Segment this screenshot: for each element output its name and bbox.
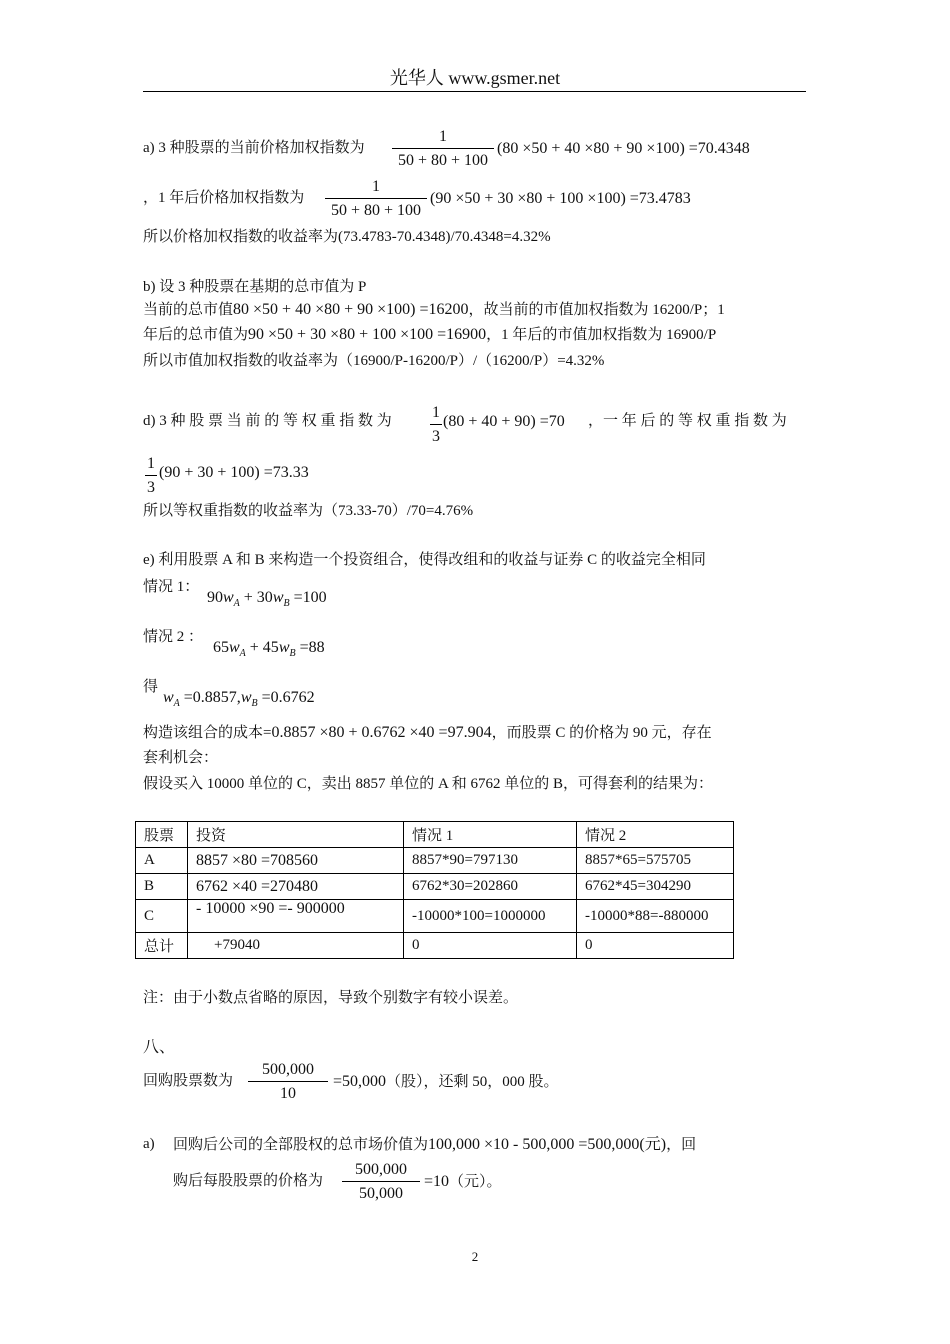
section-b-line2-expression: 80 ×50 + 40 ×80 + 90 ×100) =16200: [233, 301, 469, 318]
section-8-a-expression: 100,000 ×10 - 500,000 =500,000(元): [428, 1136, 667, 1153]
section-8-title: 八、: [143, 1039, 176, 1056]
table-cell: - 10000 ×90 =- 900000: [188, 900, 404, 933]
section-b-conclusion: 所以市值加权指数的收益率为（16900/P-16200/P）/（16200/P）=4.32%: [143, 353, 605, 369]
eq-term: 90: [207, 589, 223, 606]
arbitrage-note: 套利机会：: [143, 750, 219, 766]
table-cell: 6762*30=202860: [404, 874, 577, 900]
table-cell: C: [136, 900, 188, 933]
case-2-equation: $65w_A + 45w_B =88$: [213, 639, 325, 659]
section-b-line3-prefix: 年后的总市值为: [143, 327, 249, 343]
fraction-denominator: 50 + 80 + 100: [330, 202, 422, 219]
eq-term: =100: [289, 589, 327, 606]
section-b-line3-suffix: ，1 年后的市值加权指数为 16900/P: [486, 327, 717, 343]
table-cell: -10000*88=-880000: [577, 900, 734, 933]
case-1-label: 情况 1：: [143, 579, 200, 595]
section-d-fraction-2: [145, 454, 157, 498]
section-b-line2-prefix: 当前的总市值: [143, 302, 234, 318]
section-a-prefix: a) 3 种股票的当前价格加权指数为: [143, 140, 365, 156]
section-8-a-line2-prefix: 购后每股股票的价格为: [173, 1173, 324, 1189]
section-8-line1-suffix: （股），还剩 50，000 股。: [386, 1074, 559, 1090]
section-8-a-suffix: ，回: [666, 1137, 697, 1153]
eq-term: 65: [213, 639, 229, 656]
result-equation: $w_A =0.8857,w_B =0.6762$: [163, 689, 315, 709]
page-header: 光华人 www.gsmer.net: [389, 68, 561, 88]
table-cell: 0: [404, 933, 577, 959]
section-b-line3-expression: 90 ×50 + 30 ×80 + 100 ×100 =16900: [248, 326, 487, 343]
section-d-suffix: ，一 年 后 的 等 权 重 指 数 为: [588, 413, 787, 429]
table-row: [136, 900, 734, 933]
table-cell: 0: [577, 933, 734, 959]
table-header-cell: 股票: [136, 822, 188, 848]
table-cell: B: [136, 874, 188, 900]
section-8-fraction: [248, 1060, 328, 1104]
page-number: 2: [471, 1249, 479, 1264]
section-8-line1: [333, 1072, 559, 1091]
section-d-conclusion: 所以等权重指数的收益率为（73.33-70）/70=4.76%: [143, 503, 474, 519]
cost-expression: 0.8857 ×80 + 0.6762 ×40 =97.904: [271, 724, 492, 741]
eq-term: + 45: [245, 639, 279, 656]
fraction-numerator: 1: [147, 455, 155, 472]
section-8-a-label: a): [143, 1136, 155, 1152]
section-e-intro: e) 利用股票 A 和 B 来构造一个投资组合，使得改组和的收益与证券 C 的收益完全相同: [143, 552, 706, 568]
fraction-denominator: 3: [432, 428, 440, 445]
section-d-prefix: d) 3 种 股 票 当 前 的 等 权 重 指 数 为: [143, 413, 392, 429]
section-b-line2-suffix: ，故当前的市值加权指数为 16200/P；1: [468, 302, 725, 318]
table-header-row: [136, 822, 734, 848]
table-cell: 总计: [136, 933, 188, 959]
header-rule: [143, 91, 806, 92]
section-b-intro: b) 设 3 种股票在基期的总市值为 P: [143, 279, 367, 295]
section-8-a-line2-suffix: （元）。: [449, 1174, 502, 1190]
fraction-numerator: 500,000: [355, 1161, 407, 1178]
eq-term: + 30: [239, 589, 273, 606]
table-header-cell: 情况 1: [404, 822, 577, 848]
eq-term: =0.8857,: [179, 689, 241, 706]
fraction-denominator: 3: [147, 479, 155, 496]
table-cell: -10000*100=1000000: [404, 900, 577, 933]
section-d-expression-2: (90 + 30 + 100) =73.33: [159, 464, 309, 481]
table-cell: 8857 ×80 =708560: [188, 848, 404, 874]
section-a-expression-1: (80 ×50 + 40 ×80 + 90 ×100) =70.4348: [497, 140, 750, 157]
assumption-text: 假设买入 10000 单位的 C，卖出 8857 单位的 A 和 6762 单位的 B，可得套利的结果为：: [143, 776, 714, 792]
fraction-numerator: 1: [439, 128, 447, 145]
section-d-expression-1: (80 + 40 + 90) =70: [443, 413, 565, 430]
section-d-fraction-1: [430, 403, 442, 447]
table-row: [136, 848, 734, 874]
fraction-numerator: 1: [372, 178, 380, 195]
eq-term: =88: [295, 639, 325, 656]
section-8-line1-expression: =50,000: [333, 1073, 387, 1090]
note-text: 注：由于小数点省略的原因，导致个别数字有较小误差。: [143, 990, 519, 1006]
section-b-line2: [143, 300, 725, 319]
arbitrage-table: [135, 821, 734, 959]
table-cell: 8857*65=575705: [577, 848, 734, 874]
result-label: 得: [143, 679, 159, 695]
fraction-denominator: 10: [280, 1085, 296, 1102]
table-row: [136, 874, 734, 900]
section-b-line3: [143, 325, 716, 344]
table-cell: +79040: [188, 933, 404, 959]
section-a-line2-prefix: ，1 年后价格加权指数为: [143, 190, 305, 206]
table-cell: 6762*45=304290: [577, 874, 734, 900]
table-cell: 8857*90=797130: [404, 848, 577, 874]
case-1-equation: $90w_A + 30w_B =100$: [207, 589, 327, 609]
fraction-denominator: 50 + 80 + 100: [397, 152, 489, 169]
section-a-fraction-2: [325, 177, 427, 221]
section-8-a-line2-expression: =10: [424, 1173, 450, 1190]
section-a-conclusion: 所以价格加权指数的收益率为(73.4783-70.4348)/70.4348=4.32%: [143, 229, 551, 245]
cost-line: [143, 723, 712, 742]
table-header-cell: 投资: [188, 822, 404, 848]
section-8-line1-prefix: 回购股票数为: [143, 1073, 234, 1089]
eq-term: =0.6762: [257, 689, 315, 706]
fraction-numerator: 1: [432, 404, 440, 421]
section-8-a-line1: [173, 1135, 696, 1154]
section-8-a-line2: [424, 1172, 502, 1191]
table-header-cell: 情况 2: [577, 822, 734, 848]
table-cell: 6762 ×40 =270480: [188, 874, 404, 900]
cost-suffix: ，而股票 C 的价格为 90 元，存在: [491, 725, 712, 741]
fraction-denominator: 50,000: [359, 1185, 403, 1202]
cost-prefix: 构造该组合的成本=: [143, 725, 272, 741]
table-cell: A: [136, 848, 188, 874]
fraction-numerator: 500,000: [262, 1061, 314, 1078]
table-total-row: [136, 933, 734, 959]
section-a-expression-2: (90 ×50 + 30 ×80 + 100 ×100) =73.4783: [430, 190, 691, 207]
section-8-a-fraction: [342, 1160, 420, 1204]
section-a-fraction-1: [392, 127, 494, 171]
section-8-a-prefix: 回购后公司的全部股权的总市场价值为: [173, 1137, 429, 1153]
case-2-label: 情况 2 ：: [143, 629, 204, 645]
